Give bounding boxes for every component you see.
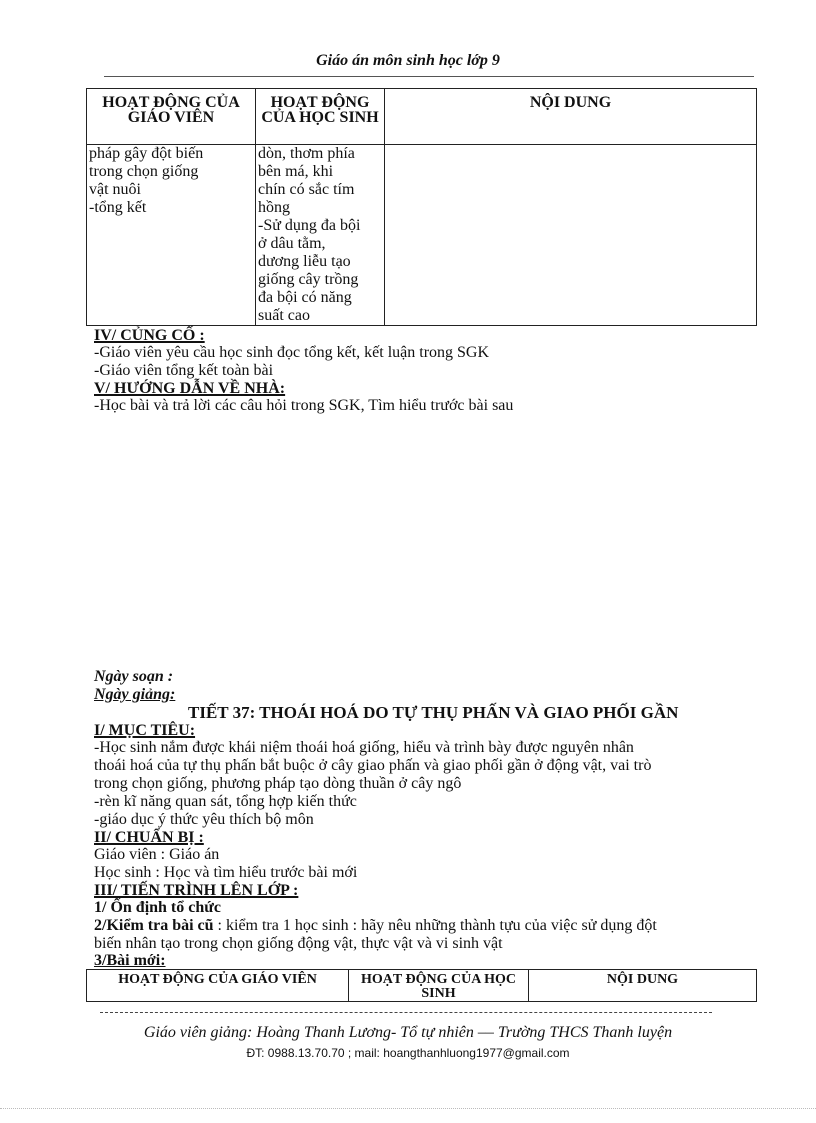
header-student-activity: HOẠT ĐỘNG CỦA HỌC SINH [349, 970, 529, 1002]
page-edge [0, 1108, 816, 1109]
preparation-line: Giáo viên : Giáo án [94, 846, 220, 863]
step-2-text: : kiểm tra 1 học sinh : hãy nêu những thành tựu của việc sử dụng đột [213, 917, 657, 934]
cell-line: dương liễu tạo [258, 253, 351, 270]
cell-line: ở dâu tằm, [258, 235, 326, 252]
cell-line: chín có sắc tím [258, 181, 355, 198]
footer-contact: ĐT: 0988.13.70.70 ; mail: hoangthanhluong1977@gmail.com [246, 1046, 570, 1060]
section-4-heading: IV/ CỦNG CỐ : [94, 327, 205, 344]
section-5-line: -Học bài và trả lời các câu hỏi trong SGK, Tìm hiểu trước bài sau [94, 397, 514, 414]
table-header-row [87, 970, 757, 1002]
section-4-line: -Giáo viên tổng kết toàn bài [94, 362, 274, 379]
objectives-line: -Học sinh nắm được khái niệm thoái hoá giống, hiểu và trình bày được nguyên nhân [94, 739, 634, 756]
cell-line: vật nuôi [89, 181, 141, 198]
cell-line: đa bội có năng [258, 289, 352, 306]
cell-line: -Sử dụng đa bội [258, 217, 361, 234]
section-4-line: -Giáo viên yêu cầu học sinh đọc tổng kết, kết luận trong SGK [94, 344, 490, 361]
content-cell [385, 145, 757, 326]
preparation-heading: II/ CHUẨN BỊ : [94, 829, 204, 846]
footer-teacher-info: Giáo viên giảng: Hoàng Thanh Lương- Tổ tự nhiên –– Trường THCS Thanh luyện [143, 1024, 673, 1041]
section-5-heading: V/ HƯỚNG DẪN VỀ NHÀ: [94, 380, 286, 397]
header-teacher-activity: HOẠT ĐỘNG CỦA GIÁO VIÊN [87, 89, 256, 145]
header-rule [104, 76, 754, 77]
date-prepared: Ngày soạn : [94, 668, 174, 685]
lesson-title: TIẾT 37: THOÁI HOÁ DO TỰ THỤ PHẤN VÀ GIAO PHỐI GẦN [188, 703, 679, 722]
footer-separator [100, 1012, 712, 1013]
date-taught: Ngày giảng: [94, 686, 176, 703]
cell-line: suất cao [258, 307, 310, 324]
table-row [87, 145, 757, 326]
header-teacher-activity: HOẠT ĐỘNG CỦA GIÁO VIÊN [87, 970, 349, 1002]
table-header-row [87, 89, 757, 145]
cell-line: pháp gây đột biến [89, 145, 204, 162]
header-student-activity: HOẠT ĐỘNG CỦA HỌC SINH [256, 89, 385, 145]
process-heading: III/ TIẾN TRÌNH LÊN LỚP : [94, 882, 299, 899]
step-1: 1/ Ổn định tổ chức [94, 899, 221, 916]
step-2-line [94, 917, 657, 935]
objectives-line: -giáo dục ý thức yêu thích bộ môn [94, 811, 314, 828]
teacher-activity-cell [87, 145, 256, 326]
cell-line: trong chọn giống [89, 163, 199, 180]
cell-line: dòn, thơm phía [258, 145, 355, 162]
cell-line: bên má, khi [258, 163, 334, 180]
activity-table-new [86, 969, 757, 1002]
objectives-heading: I/ MỤC TIÊU: [94, 722, 196, 739]
objectives-line: trong chọn giống, phương pháp tạo dòng thuần ở cây ngô [94, 775, 462, 792]
activity-table-continued [86, 88, 757, 326]
step-3: 3/Bài mới: [94, 952, 166, 969]
cell-line: hồng [258, 199, 290, 216]
page-header-title: Giáo án môn sinh học lớp 9 [316, 52, 500, 69]
cell-line: -tổng kết [89, 199, 147, 216]
cell-line: giống cây trồng [258, 271, 359, 288]
header-content: NỘI DUNG [385, 89, 757, 145]
preparation-line: Học sinh : Học và tìm hiểu trước bài mới [94, 864, 358, 881]
header-content: NỘI DUNG [529, 970, 757, 1002]
step-2-line-2: biến nhân tạo trong chọn giống động vật, thực vật và vi sinh vật [94, 935, 503, 952]
objectives-line: thoái hoá của tự thụ phấn bắt buộc ở cây giao phấn và giao phối gần ở động vật, vai trò [94, 757, 652, 774]
student-activity-cell [256, 145, 385, 326]
objectives-line: -rèn kĩ năng quan sát, tổng hợp kiến thức [94, 793, 357, 810]
step-2-label: 2/Kiểm tra bài cũ [94, 917, 214, 934]
